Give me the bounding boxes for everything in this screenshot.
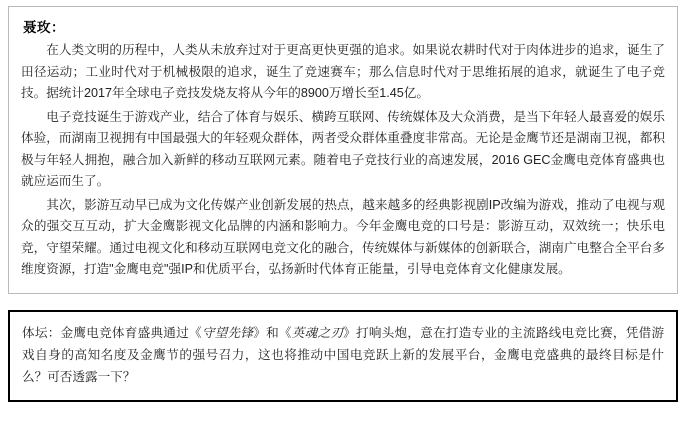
question-part-2: 》和《 xyxy=(253,325,292,340)
game-title-yinghunzhiren: 英魂之刃 xyxy=(291,325,344,340)
question-callout-box xyxy=(8,310,678,402)
question-part-3: 》打响头炮，意在打造专业的主流路线电竞比赛，凭借游戏自身的高知名度及金鹰节的强号召力，这也将推动中国电竞跃上新的发展平台，金鹰电竞盛典的最终目标是什么？可否透露一下？ xyxy=(22,325,665,384)
article-paragraph-2: 电子竞技诞生于游戏产业，结合了体育与娱乐、横跨互联网、传统媒体及大众消费，是当下年轻人最喜爱的娱乐体验，而湖南卫视拥有中国最强大的年轻观众群体，两者受众群体重叠度非常高。无论是金鹰节还是湖南卫视，都积极与年轻人拥抱，融合加入新鲜的移动互联网元素。随着电子竞技行业的高速发展，2016 GEC金鹰电竞体育盛典也就应运而生了。 xyxy=(21,109,665,188)
article-speaker-title: 聂玫： xyxy=(23,20,65,35)
article-container xyxy=(8,6,678,294)
game-title-overwatch: 守望先锋 xyxy=(201,325,254,340)
question-speaker-label: 体坛： xyxy=(22,325,61,340)
question-text xyxy=(22,322,664,388)
article-paragraph-3: 其次，影游互动早已成为文化传媒产业创新发展的热点，越来越多的经典影视剧IP改编为游戏，推动了电视与观众的强交互互动，扩大金鹰影视文化品牌的内涵和影响力。今年金鹰电竞的口号是：影游互动，双效统一；快乐电竞，守望荣耀。通过电视文化和移动互联网电竞文化的融合，传统媒体与新媒体的创新联合，湖南广电整合全平台多维度资源，打造"金鹰电竞"强IP和优质平台，弘扬新时代体育正能量，引导电竞体育文化健康发展。 xyxy=(21,197,665,276)
article-paragraph-1: 在人类文明的历程中，人类从未放弃过对于更高更快更强的追求。如果说农耕时代对于肉体进步的追求，诞生了田径运动；工业时代对于机械极限的追求，诞生了竞速赛车；那么信息时代对于思维拓展的追求，就诞生了电子竞技。据统计2017年全球电子竞技发烧友将从今年的8900万增长至1.45亿。 xyxy=(21,43,665,100)
question-part-1: 金鹰电竞体育盛典通过《 xyxy=(60,325,202,340)
